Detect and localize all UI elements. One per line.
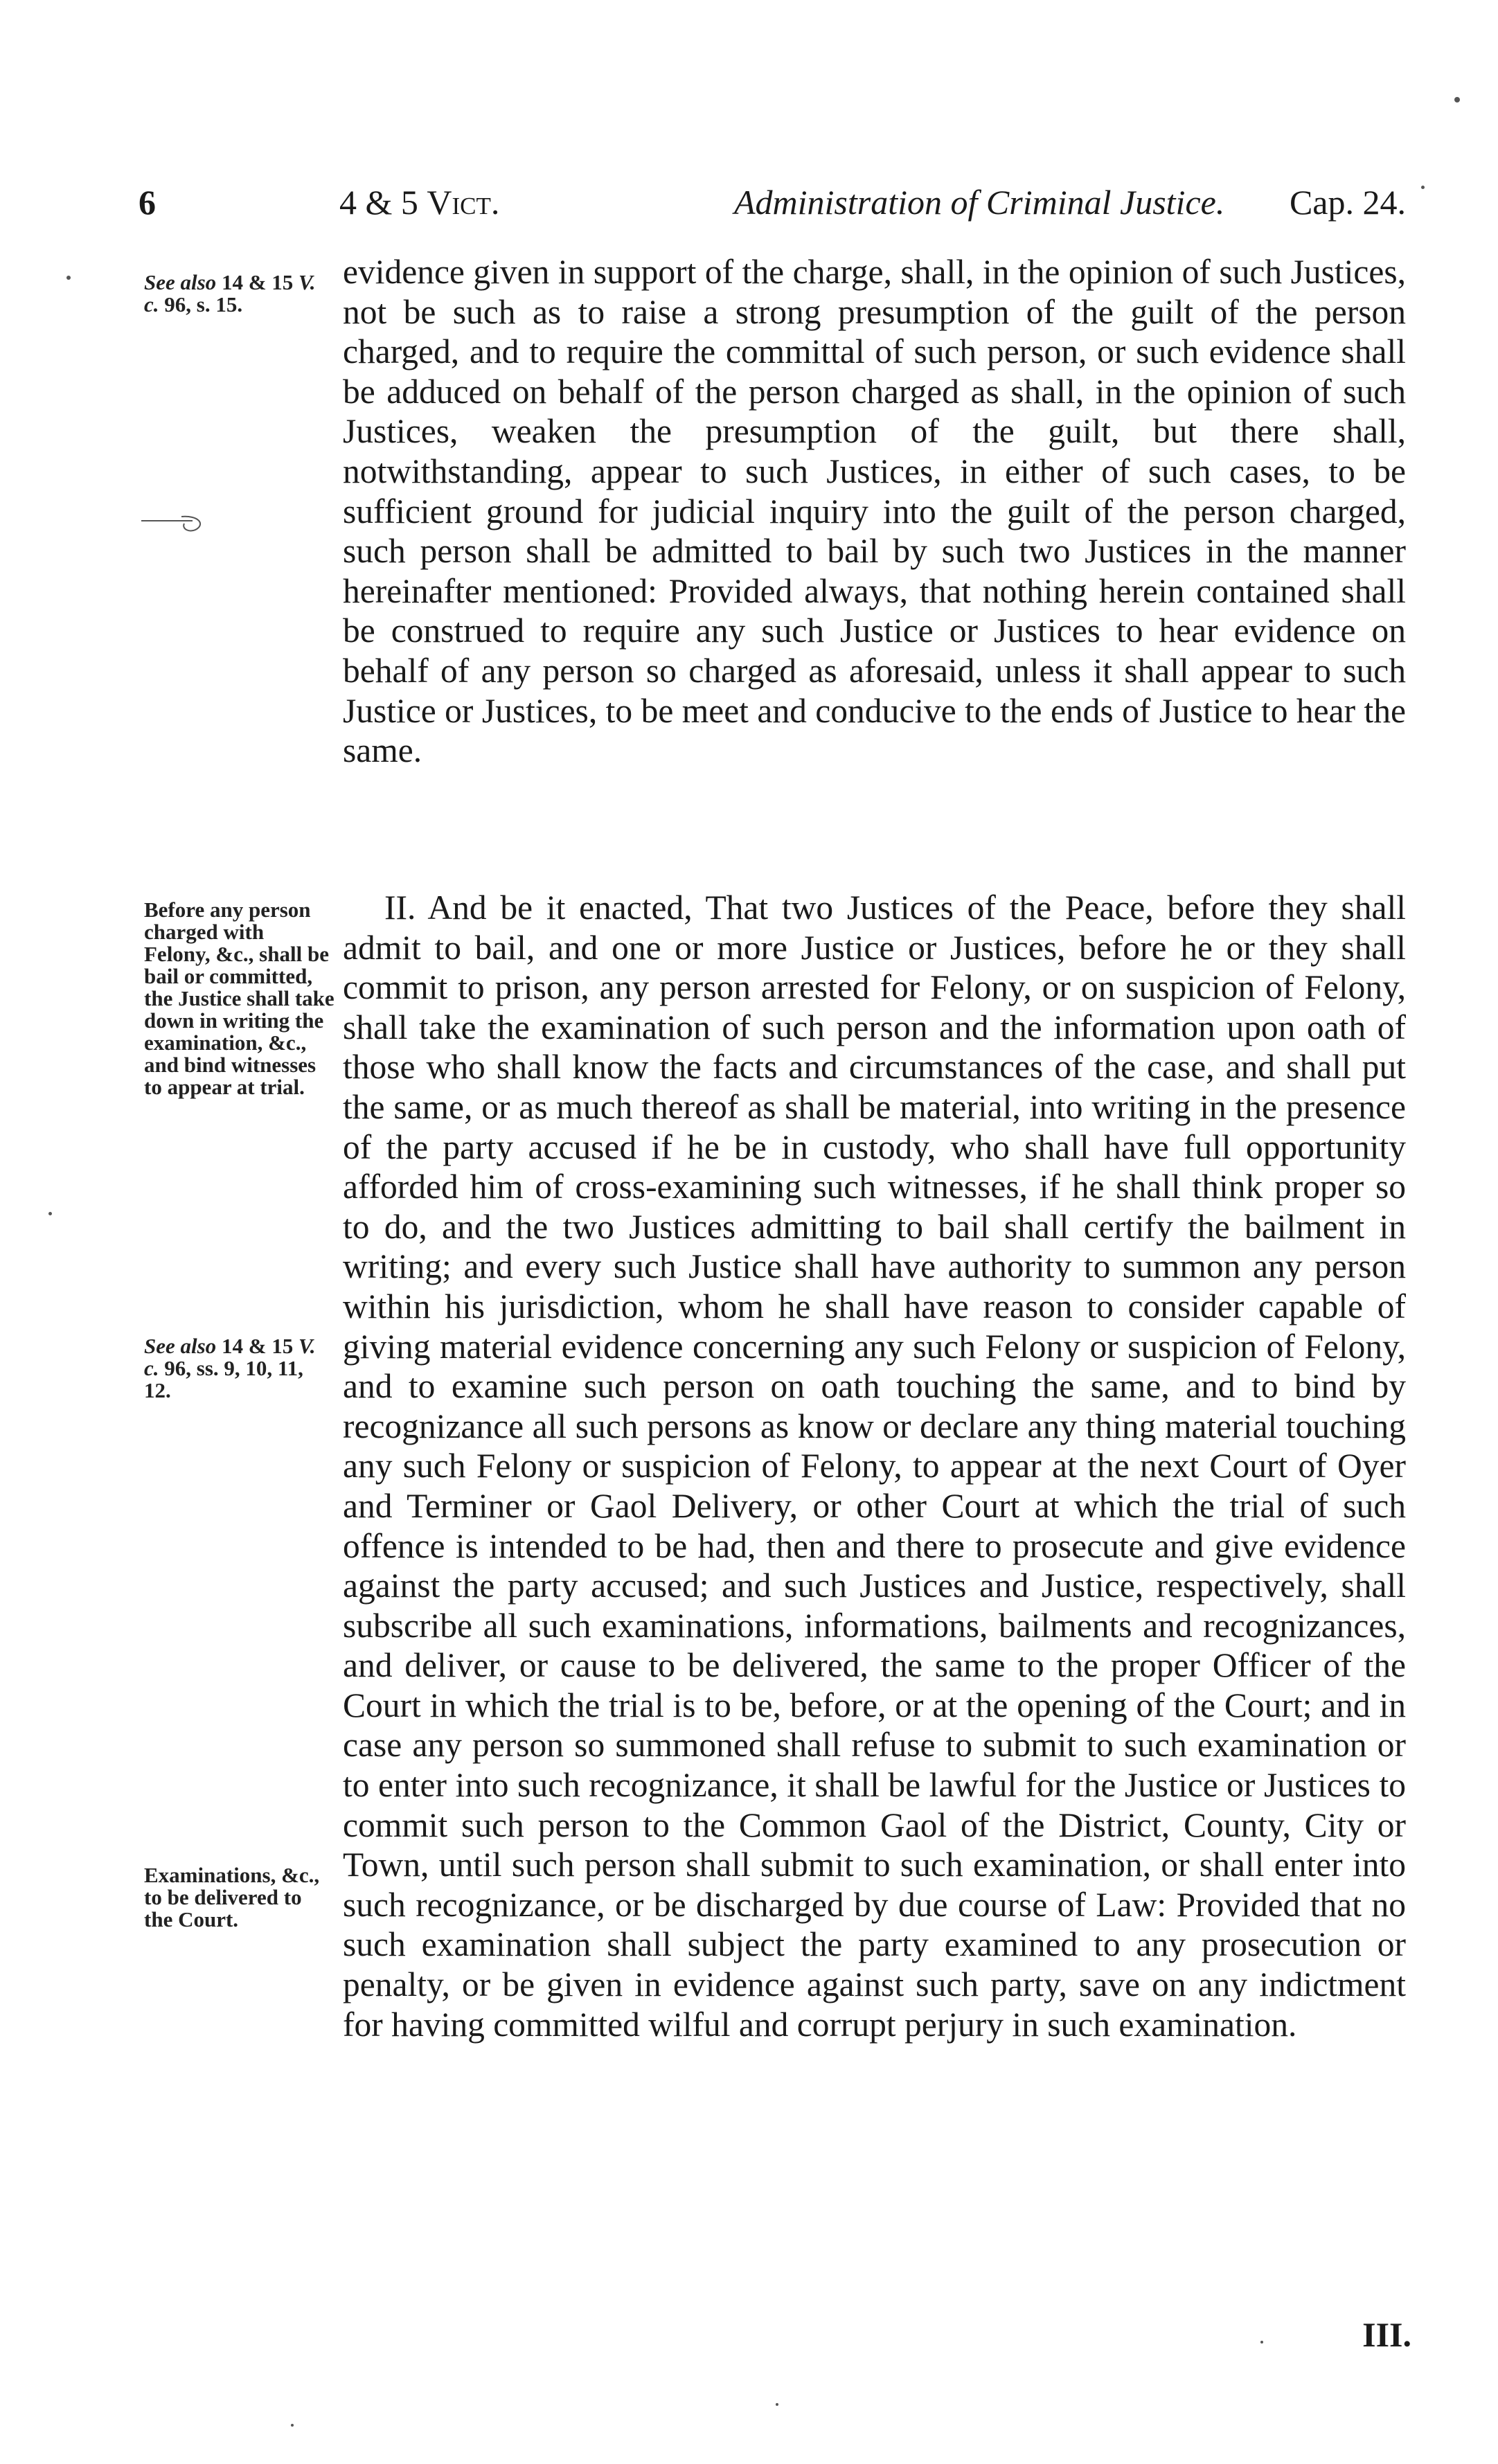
paragraph-2-text: II. And be it enacted, That two Justices of the Peace, before they shall admit to bail, and one or more Justice or Justices, before he or they shall commit to prison, any person arrested for Felony, or on suspicion of Felony, shall take the examination of such person and the information upon oath of those who shall know the facts and circumstances of the case, and shall put the same, or as much thereof as shall be material, into writing in the presence of the party accused if he be in custody, who shall have full opportunity afforded him of cross-examining such witnesses, if he shall think proper so to do, and the two Justices admitting to bail shall certify the bailment in writing; and every such Justice shall have authority to summon any person within his jurisdiction, whom he shall have reason to consider capable of giving material evidence concerning any such Felony or suspicion of Felony, and to examine such person on oath touching the same, and to bind by recognizance all such persons as know or declare any thing material touching any such Felony or suspicion of Felony, to appear at the next Court of Oyer and Terminer or Gaol Delivery, or other Court at which the trial of such offence is intended to be had, then and there to prosecute and give evidence against the party accused; and such Justices and Justice, respectively, shall subscribe all such examinations, informations, bailments and recognizances, and deliver, or cause to be delivered, the same to the proper Officer of the Court in which the trial is to be, before, or at the opening of the Court; and in case any person so summoned shall refuse to submit to such examination or to enter into such recognizance, it shall be lawful for the Justice or Justices to commit such person to the Common Gaol of the District, County, City or Town, until such person shall submit to such examination, or shall enter into such recognizance, or be discharged by due course of Law: Provided that no such examination shall subject the party examined to any prosecution or penalty, or be given in evidence against such party, save on any indictment for having committed wilful and corrupt perjury in such examination.: [343, 889, 1406, 2044]
scan-speck: [291, 2424, 294, 2427]
margin-note-see-also-2-prefix: See also: [144, 1334, 217, 1358]
margin-note-see-also-1-prefix: See also: [144, 270, 217, 294]
margin-note-see-also-1-v: V. c.: [144, 270, 316, 316]
scan-speck: [1421, 186, 1425, 189]
scan-speck: [1454, 97, 1460, 102]
margin-note-see-also-1: [144, 271, 335, 316]
running-title: Administration of Criminal Justice.: [734, 183, 1225, 222]
margin-note-see-also-2-v: V. c.: [144, 1334, 316, 1380]
page-number: 6: [139, 183, 156, 222]
margin-note-see-also-1-end: 96, s. 15.: [159, 292, 243, 316]
margin-note-see-also-2: [144, 1335, 335, 1402]
margin-note-examinations-delivered: Examinations, &c., to be delivered to the Court.: [144, 1863, 320, 1931]
margin-note-see-also-2-end: 96, ss. 9, 10, 11, 12.: [144, 1356, 303, 1402]
margin-note-before-any-person: Before any person charged with Felony, &c., shall be bail or committed, the Justice shall take down in writing the examination, &c., and bind witnesses to appear at trial.: [144, 898, 335, 1099]
scan-speck: [776, 2403, 778, 2406]
catchword: III.: [1362, 2315, 1411, 2354]
regnal-year: [339, 181, 499, 223]
margin-note-see-also-2-rest: 14 & 15: [216, 1334, 299, 1358]
regnal-year-sc: Vict.: [427, 183, 500, 222]
running-header: [139, 181, 1406, 223]
body-paragraph-2: [343, 888, 1406, 2044]
scan-speck: [66, 276, 71, 280]
paragraph-1-text: evidence given in support of the charge, shall, in the opinion of such Justices, not be such as to raise a strong presumption of the guilt of the person charged, and to require the committal of such person, or such evidence shall be adduced on behalf of the person charged as shall, in the opinion of such Justices, weaken the presumption of the guilt, but there shall, notwithstanding, appear to such Justices, in either of such cases, to be sufficient ground for judicial inquiry into the guilt of the person charged, such person shall be admitted to bail by such two Justices in the manner hereinafter mentioned: Provided always, that nothing herein contained shall be construed to require any such Justice or Justices to hear evidence on behalf of any person so charged as aforesaid, unless it shall appear to such Justice or Justices, to be meet and conducive to the ends of Justice to hear the same.: [343, 253, 1406, 770]
scan-speck: [48, 1212, 52, 1215]
chapter-number: Cap. 24.: [1289, 183, 1406, 222]
scan-speck: [1260, 2341, 1263, 2344]
margin-note-see-also-1-rest: 14 & 15: [216, 270, 299, 294]
regnal-year-prefix: 4 & 5: [339, 183, 427, 222]
manuscript-pointer-mark: [139, 514, 222, 535]
body-paragraph-1: [343, 252, 1406, 771]
